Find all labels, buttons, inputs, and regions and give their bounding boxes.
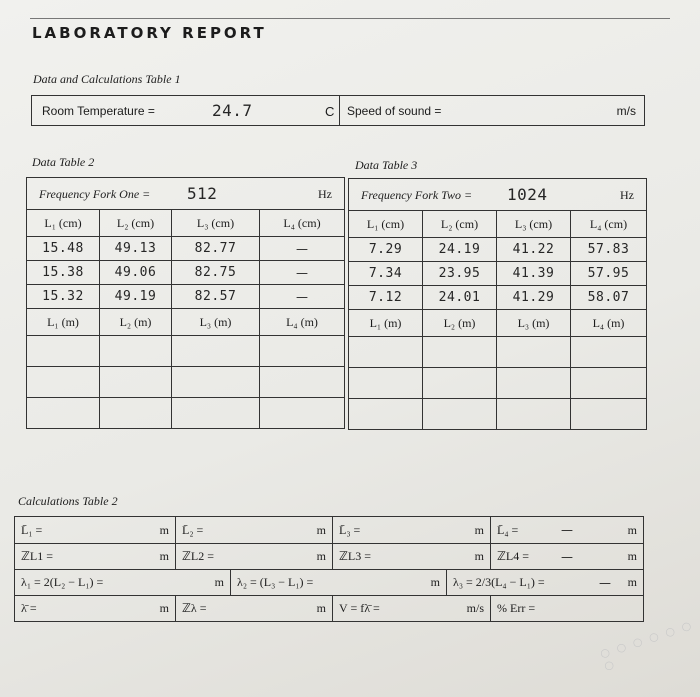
speed-unit: m/s (616, 104, 636, 118)
t2-r1-l1[interactable]: 15.48 (27, 237, 100, 261)
calc-label: % Err = (497, 601, 536, 615)
calc-cell-z-lambda[interactable] (176, 596, 333, 621)
t2-r2-l3[interactable]: 82.75 (172, 261, 260, 285)
calc-unit: m (627, 522, 637, 537)
table2-freq-value[interactable]: 512 (187, 184, 218, 203)
calc-cell-lambda3[interactable] (447, 570, 643, 595)
calc-label: V = fλ̄ = (339, 601, 380, 615)
speed-label: Speed of sound = (347, 104, 442, 118)
t3-r2-l2[interactable]: 23.95 (423, 262, 497, 286)
calc-dash: — (561, 549, 573, 564)
t2-m-cell[interactable] (100, 367, 172, 398)
calc-cell-speed[interactable] (333, 596, 491, 621)
calc-cell-zl1[interactable] (15, 544, 176, 569)
t2-r3-l2[interactable]: 49.19 (100, 285, 172, 309)
t3-r3-l3[interactable]: 41.29 (497, 286, 571, 310)
calc-row-mean-lengths (15, 517, 643, 543)
t2-m-cell[interactable] (27, 398, 100, 429)
calc-label: L̄₂ = (182, 522, 204, 537)
t2-r3-l1[interactable]: 15.32 (27, 285, 100, 309)
calc-caption: Calculations Table 2 (18, 494, 118, 508)
table3-freq-label: Frequency Fork Two = (361, 188, 473, 202)
t3-r3-l2[interactable]: 24.01 (423, 286, 497, 310)
t2-m-cell[interactable] (27, 336, 100, 367)
calc-unit: m (474, 522, 484, 537)
table2-freq-label: Frequency Fork One = (39, 187, 151, 201)
t2-m-cell[interactable] (260, 367, 345, 398)
t2-header-l1m: L₁ (m) (27, 309, 100, 336)
calc-dash: — (599, 575, 611, 590)
room-temp-label: Room Temperature = (42, 103, 155, 118)
calc-unit: m (159, 549, 169, 563)
calc-cell-l4-mean[interactable] (491, 517, 643, 543)
t3-m-cell[interactable] (571, 337, 647, 368)
calc-label: ℤL2 = (182, 549, 215, 563)
table1-divider (339, 96, 340, 125)
table-row (349, 238, 647, 262)
t2-header-l2m: L₂ (m) (100, 309, 172, 336)
page-edge-holes: ○ ○ ○ ○ ○ ○ ○ (598, 618, 695, 673)
calc-row-speed (15, 595, 643, 621)
data-table-2 (26, 177, 345, 429)
t3-m-cell[interactable] (497, 337, 571, 368)
t3-header-l1cm: L₁ (cm) (349, 211, 423, 238)
t3-header-l3cm: L₃ (cm) (497, 211, 571, 238)
calc-cell-l2-mean[interactable] (176, 517, 333, 543)
table2-caption: Data Table 2 (32, 155, 95, 169)
t3-m-cell[interactable] (423, 368, 497, 399)
t3-m-cell[interactable] (349, 368, 423, 399)
calc-cell-zl4[interactable] (491, 544, 643, 569)
table-row (349, 262, 647, 286)
t2-m-cell[interactable] (172, 336, 260, 367)
calc-label: ℤλ = (182, 601, 207, 615)
t2-m-cell[interactable] (100, 398, 172, 429)
top-rule (30, 18, 670, 19)
calc-cell-lambda2[interactable] (231, 570, 447, 595)
t3-m-cell[interactable] (497, 368, 571, 399)
table1-caption: Data and Calculations Table 1 (33, 72, 181, 86)
calc-label: λ₁ = 2(L₂ − L₁) = (21, 575, 104, 589)
calc-unit: m (316, 549, 326, 563)
calc-label: ℤL1 = (21, 549, 54, 563)
calc-unit: m (316, 522, 326, 537)
calc-unit: m (627, 575, 637, 589)
t3-r3-l4[interactable]: 58.07 (571, 286, 647, 310)
calc-unit: m (474, 549, 484, 563)
calc-cell-l3-mean[interactable] (333, 517, 491, 543)
t3-m-cell[interactable] (423, 399, 497, 430)
t3-header-l2m: L₂ (m) (423, 310, 497, 337)
calc-label: λ₃ = 2/3(L₄ − L₁) = (453, 575, 545, 589)
room-temp-unit: C (325, 104, 335, 119)
t2-header-l3cm: L₃ (cm) (172, 210, 260, 237)
calc-row-uncertainty (15, 543, 643, 569)
calc-unit: m (316, 601, 326, 615)
t3-header-l4m: L₄ (m) (571, 310, 647, 337)
t2-m-cell[interactable] (172, 398, 260, 429)
t3-m-cell[interactable] (349, 399, 423, 430)
t3-r1-l1[interactable]: 7.29 (349, 238, 423, 262)
t3-header-l4cm: L₄ (cm) (571, 211, 647, 238)
t3-r1-l4[interactable]: 57.83 (571, 238, 647, 262)
t3-m-cell[interactable] (349, 337, 423, 368)
t3-r2-l4[interactable]: 57.95 (571, 262, 647, 286)
t2-r1-l2[interactable]: 49.13 (100, 237, 172, 261)
t2-header-l1cm: L₁ (cm) (27, 210, 100, 237)
table-row (27, 285, 345, 309)
t3-m-cell[interactable] (571, 399, 647, 430)
t3-r1-l2[interactable]: 24.19 (423, 238, 497, 262)
t3-r2-l1[interactable]: 7.34 (349, 262, 423, 286)
table-row (27, 261, 345, 285)
t2-header-l3m: L₃ (m) (172, 309, 260, 336)
t2-r2-l2[interactable]: 49.06 (100, 261, 172, 285)
calculations-table (14, 516, 644, 622)
table3-caption: Data Table 3 (355, 158, 418, 172)
t2-r1-l3[interactable]: 82.77 (172, 237, 260, 261)
t3-r3-l1[interactable]: 7.12 (349, 286, 423, 310)
t3-header-l3m: L₃ (m) (497, 310, 571, 337)
t2-r1-l4[interactable]: — (260, 237, 345, 261)
t3-m-cell[interactable] (571, 368, 647, 399)
table-row (27, 237, 345, 261)
t3-m-cell[interactable] (423, 337, 497, 368)
t3-r2-l3[interactable]: 41.39 (497, 262, 571, 286)
calc-cell-zl3[interactable] (333, 544, 491, 569)
calc-label: L̄₃ = (339, 522, 361, 537)
t2-r3-l3[interactable]: 82.57 (172, 285, 260, 309)
t2-m-cell[interactable] (260, 336, 345, 367)
calc-unit: m (430, 575, 440, 589)
calc-unit: m (214, 575, 224, 589)
t3-header-l2cm: L₂ (cm) (423, 211, 497, 238)
calc-label: λ₂ = (L₃ − L₁) = (237, 575, 314, 589)
t2-r2-l1[interactable]: 15.38 (27, 261, 100, 285)
calc-cell-lambda1[interactable] (15, 570, 231, 595)
t2-header-l2cm: L₂ (cm) (100, 210, 172, 237)
t2-m-cell[interactable] (100, 336, 172, 367)
calc-unit: m/s (466, 601, 484, 615)
t2-header-l4cm: L₄ (cm) (260, 210, 345, 237)
table-row (349, 286, 647, 310)
calc-unit: m (627, 549, 637, 563)
t3-header-l1m: L₁ (m) (349, 310, 423, 337)
table3-freq-value[interactable]: 1024 (507, 185, 548, 204)
t2-r3-l4[interactable]: — (260, 285, 345, 309)
calc-unit: m (159, 601, 169, 615)
t2-r2-l4[interactable]: — (260, 261, 345, 285)
calc-label: ℤL3 = (339, 549, 372, 563)
t3-m-cell[interactable] (497, 399, 571, 430)
t2-header-l4m: L₄ (m) (260, 309, 345, 336)
calc-cell-lambda-mean[interactable] (15, 596, 176, 621)
calc-cell-zl2[interactable] (176, 544, 333, 569)
calc-cell-l1-mean[interactable] (15, 517, 176, 543)
t2-m-cell[interactable] (260, 398, 345, 429)
calc-row-wavelengths (15, 569, 643, 595)
table3-freq-unit: Hz (620, 188, 634, 202)
calc-unit: m (159, 522, 169, 537)
calc-dash: — (561, 523, 573, 537)
data-table-3 (348, 178, 647, 430)
calc-label: λ̄ = (21, 601, 37, 615)
t2-m-cell[interactable] (172, 367, 260, 398)
t2-m-cell[interactable] (27, 367, 100, 398)
room-temp-value[interactable]: 24.7 (212, 101, 253, 120)
calc-cell-percent-error[interactable] (491, 596, 643, 621)
t3-r1-l3[interactable]: 41.22 (497, 238, 571, 262)
calc-label: ℤL4 = (497, 549, 530, 563)
calc-label: L̄₄ = (497, 522, 519, 537)
table2-freq-unit: Hz (318, 187, 332, 201)
report-title: LABORATORY REPORT (32, 24, 267, 42)
calc-label: L̄₁ = (21, 522, 43, 537)
table1 (31, 95, 645, 126)
